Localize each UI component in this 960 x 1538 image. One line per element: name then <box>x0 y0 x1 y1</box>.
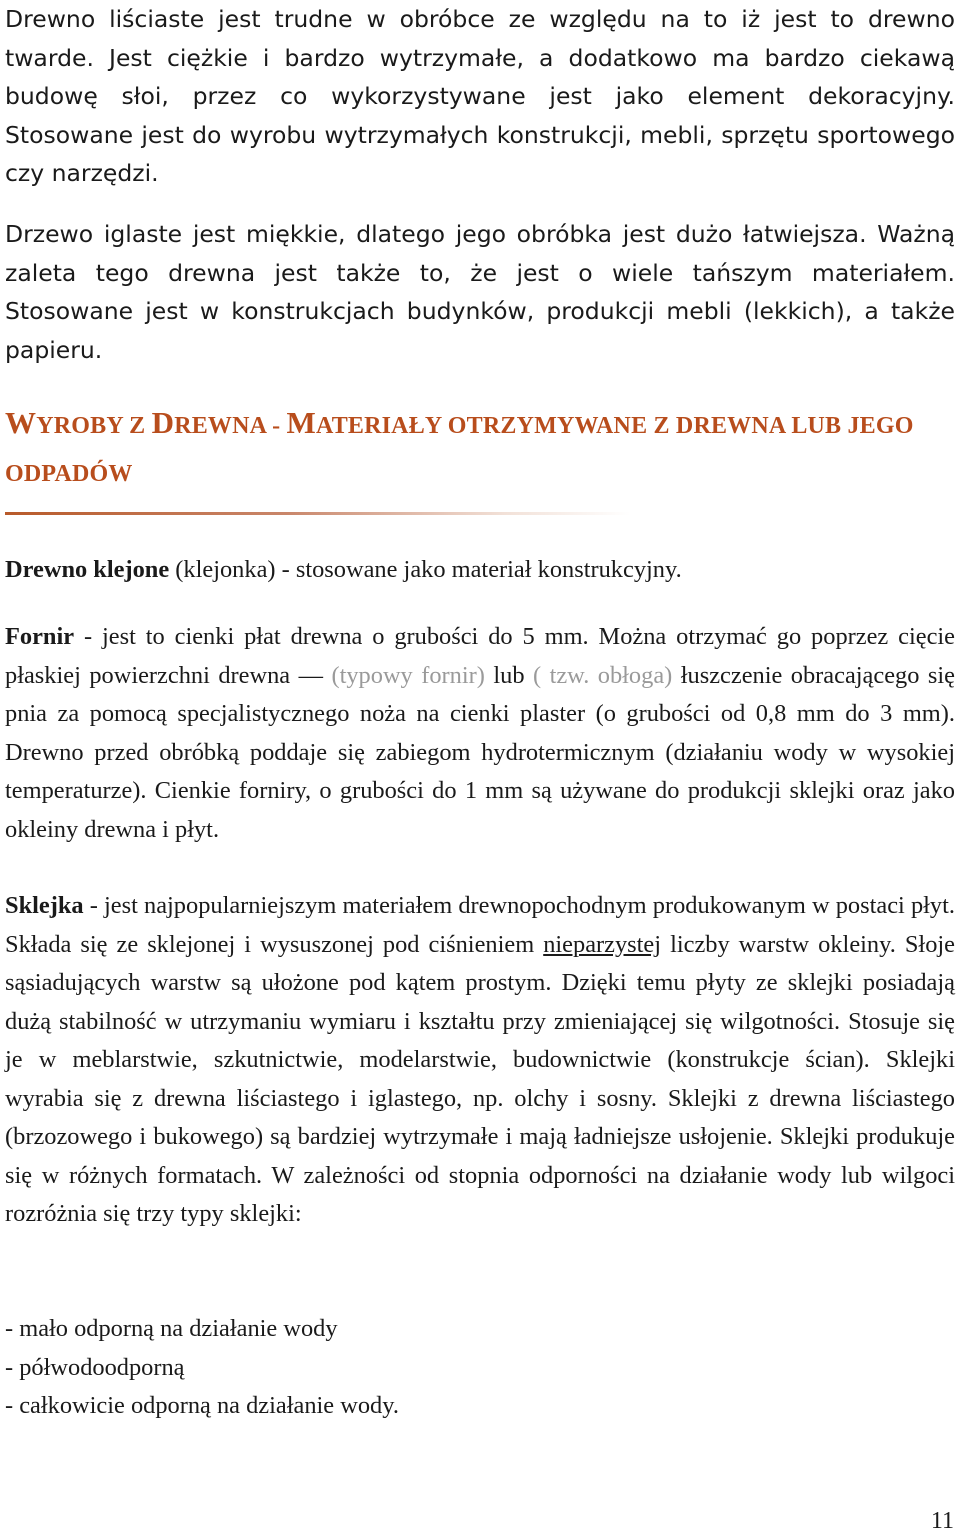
paragraph-softwood: Drzewo iglaste jest miękkie, dlatego jego obróbka jest dużo łatwiejsza. Ważną zaleta tego drewna jest także to, że jest o wiele tańszym materiałem. Stosowane jest w konstrukcjach budynków, produkcji mebli (lekkich), a także papieru. <box>5 220 955 364</box>
veneer-text-3: łuszczenie obracającego się pnia za pomocą specjalistycznego noża na cienki plaster (o grubości od 0,8 mm do 3 mm). Drewno przed obróbką poddaje się zabiegom hydrotermicznym (działaniu wody w wysokiej temperaturze). Cienkie forniry, o grubości do 1 mm są używane do produkcji sklejki oraz jako okleiny drewna i płyt. <box>5 661 955 843</box>
heading-initial-2: D <box>151 405 175 440</box>
list-item: - całkowicie odporną na działanie wody. <box>5 1392 399 1419</box>
plywood-text-2: liczby warstw okleiny. Słoje sąsiadujących warstw są ułożone pod kątem prostym. Dzięki temu płyty ze sklejki posiadają dużą stabilność w utrzymaniu wymiaru i kształtu przy zmieniającej się wilgotności. Stosuje się je w meblarstwie, szkutnictwie, modelarstwie, budownictwie (konstrukcje ścian). Sklejki wyrabia się z drewna liściastego i iglastego, np. olchy i sosny. Sklejki z drewna liściastego (brzozowego i bukowego) są bardziej wytrzymałe i mają ładniejsze usłojenie. Sklejki produkuje się w różnych formatach. W zależności od stopnia odporności na działanie wody lub wilgoci rozróżnia się trzy typy sklejki: <box>5 930 955 1227</box>
veneer-muted-1: (typowy fornir) <box>331 661 485 689</box>
term-glued-wood: Drewno klejone <box>5 556 170 583</box>
term-veneer: Fornir <box>5 623 75 650</box>
plywood-text-1: - jest najpopularniejszym materiałem drewnopochodnym produkowanym w postaci płyt. Składa się ze sklejonej i wysuszonej pod ciśnieniem <box>5 892 955 958</box>
list-item: - półwodoodporną <box>5 1353 185 1381</box>
veneer-muted-2: ( tzw. obłoga) <box>532 661 673 689</box>
heading-text-1: YROBY Z <box>36 413 152 439</box>
paragraph-veneer <box>5 618 955 849</box>
glued-wood-text: (klejonka) - stosowane jako materiał konstrukcyjny. <box>169 556 682 583</box>
section-heading <box>5 399 955 498</box>
paragraph-hardwood: Drewno liściaste jest trudne w obróbce ze względu na to iż jest to drewno twarde. Jest ciężkie i bardzo wytrzymałe, a dodatkowo ma bardzo ciekawą budowę słoi, przez co wykorzystywane jest jako element dekoracyjny. Stosowane jest do wyrobu wytrzymałych konstrukcji, mebli, sprzętu sportowego czy narzędzi. <box>5 5 955 187</box>
heading-text-3: ATERIAŁY OTRZYMYWANE Z DREWNA LUB JEGO ODPADÓW <box>5 413 914 487</box>
heading-initial-3: M <box>286 405 316 440</box>
paragraph-plywood <box>5 887 955 1234</box>
heading-initial-1: W <box>5 405 37 440</box>
term-plywood: Sklejka <box>5 892 84 919</box>
heading-text-2: REWNA - <box>174 413 287 439</box>
list-item: - mało odporną na działanie wody <box>5 1315 338 1342</box>
veneer-text-2: lub <box>484 661 533 689</box>
paragraph-glued-wood <box>5 551 955 590</box>
page-number: 11 <box>930 1508 954 1534</box>
plywood-types-list <box>5 1310 955 1426</box>
plywood-underlined: nieparzystej <box>543 930 662 958</box>
heading-divider <box>5 512 630 515</box>
veneer-text-1: - jest to cienki płat drewna o grubości do 5 mm. Można otrzymać go poprzez cięcie płaskiej powierzchni drewna — <box>5 623 955 689</box>
